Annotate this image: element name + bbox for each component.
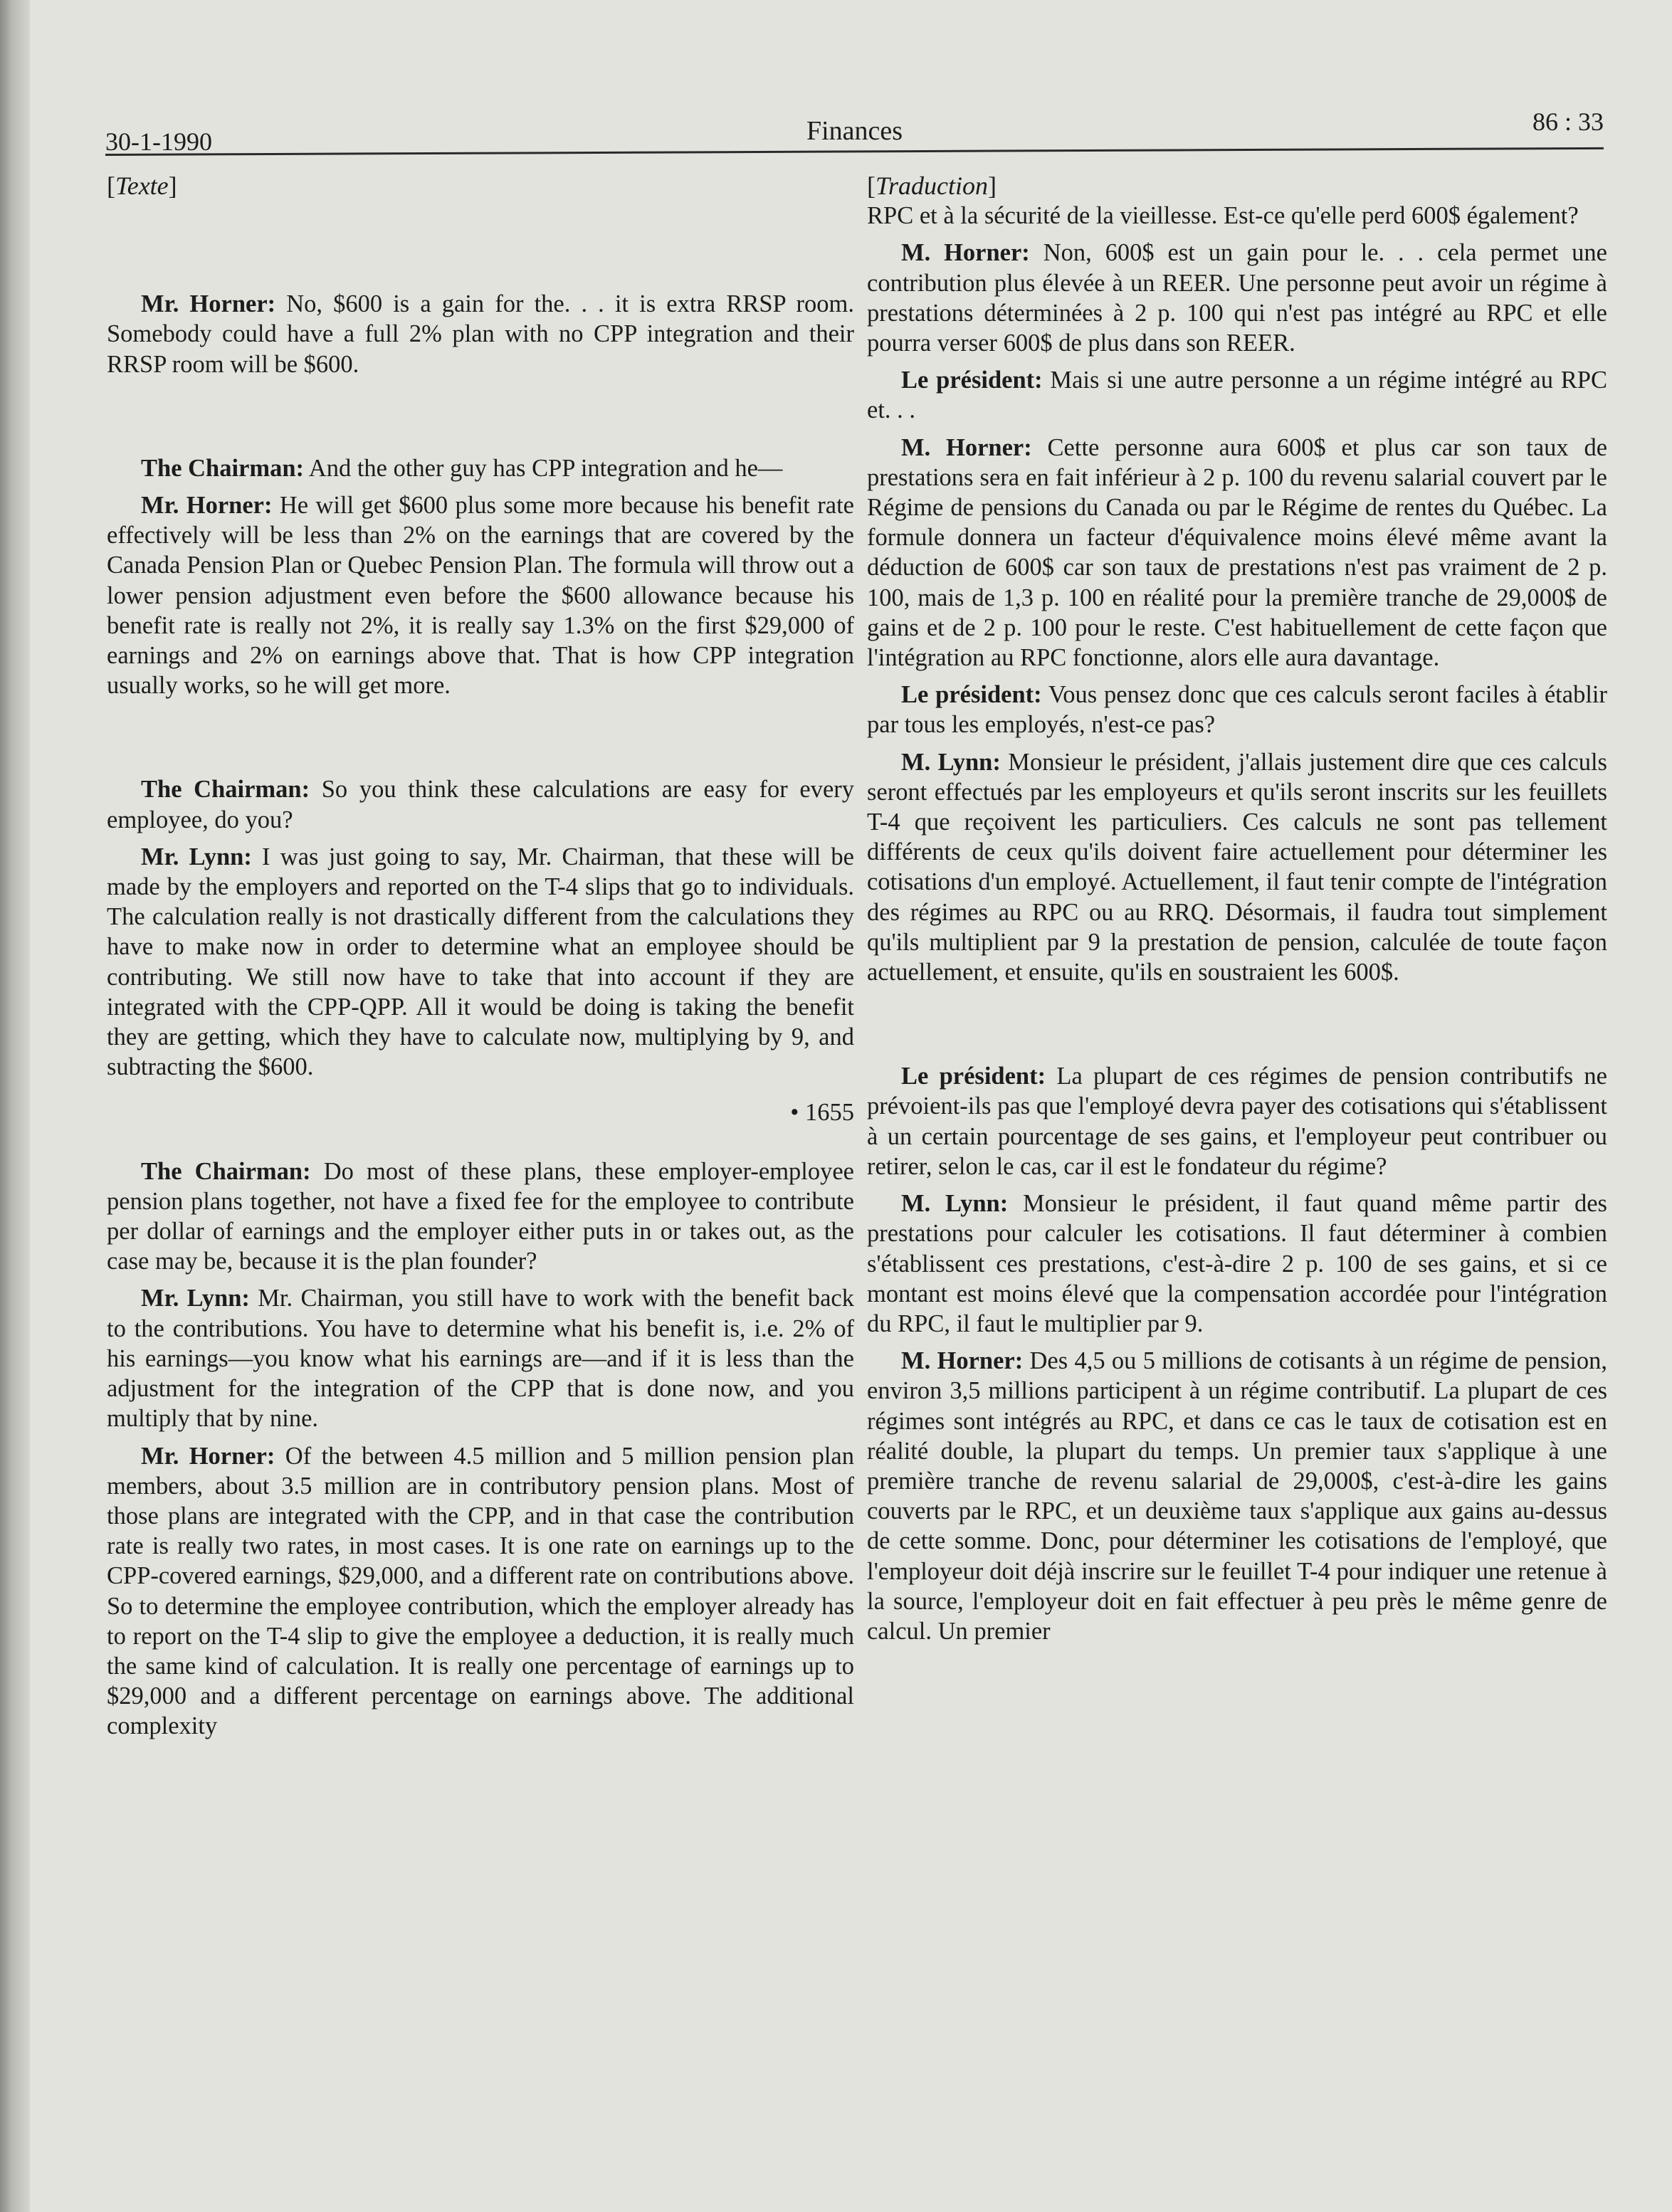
speaker-name: Mr. Horner: (141, 1442, 275, 1470)
speaker-name: Mr. Lynn: (141, 1285, 250, 1312)
speech-text: Non, 600$ est un gain pour le. . . cela permet une contribution plus élevée à un REER. Une personne peut avoir un régime à prestations déterminées à 2 p. 100 qui n'est pas intégré au RPC et elle pourra verser 600$ de plus dans son REER. (867, 239, 1607, 357)
english-paragraph-5 (107, 842, 854, 1083)
speaker-name: Le président: (901, 1063, 1046, 1090)
english-column (107, 171, 854, 1742)
speaker-name: Mr. Horner: (141, 492, 273, 520)
english-paragraph-1 (107, 289, 854, 379)
french-column (867, 171, 1607, 1646)
speech-text: So you think these calculations are easy for every employee, do you? (107, 776, 854, 833)
english-paragraph-4 (107, 774, 854, 834)
speaker-name: The Chairman: (141, 776, 310, 804)
french-paragraph-4 (867, 680, 1607, 739)
speech-text: Mais si une autre personne a un régime intégré au RPC et. . . (867, 367, 1607, 424)
speech-text: He will get $600 plus some more because his benefit rate effectively will be less than 2% on the earnings that are covered by the Canada Pension Plan or Quebec Pension Plan. The formula will throw out a lower pension adjustment even before the $600 allowance because his benefit rate is really not 2%, it is really say 1.3% on the first $29,000 of earnings and 2% on earnings above that. That is how CPP integration usually works, so he will get more. (107, 492, 854, 700)
speaker-name: M. Horner: (901, 239, 1030, 267)
french-paragraph-8 (867, 1346, 1607, 1646)
speech-text: Cette personne aura 600$ et plus car son taux de prestations sera en fait inférieur à 2 p. 100 du revenu salarial couvert par le Régime de pensions du Canada ou par le Régime de rentes du Québec. La formule donnera un facteur d'équivalence moins élevé même avant la déduction de 600$ car son taux de prestations n'est pas vraiment de 2 p. 100, mais de 1,3 p. 100 en réalité pour la première tranche de 29,000$ de gains et de 2 p. 100 pour le reste. C'est habituellement de cette façon que l'intégration au RPC fonctionne, alors elle aura davantage. (867, 433, 1608, 672)
speech-text: Do most of these plans, these employer-employee pension plans together, not have a fixed fee for the employee to contribute per dollar of earnings and the employer either puts in or takes out, as the case may be, because it is the plan founder? (107, 1157, 854, 1275)
speaker-name: The Chairman: (141, 1157, 311, 1185)
english-paragraph-6 (107, 1157, 854, 1277)
speaker-name: M. Lynn: (901, 748, 1001, 776)
french-paragraph-3 (867, 433, 1607, 673)
speech-text: And the other guy has CPP integration and he— (304, 454, 783, 482)
speech-text: Monsieur le président, il faut quand même partir des prestations pour calculer les cotisations. Il faut déterminer à combien s'établissent ces prestations, c'est-à-dire 2 p. 100 de ses gains, et si ce montant est moins élevé que la compensation accordée pour l'intégration du RPC, il faut le multiplier par 9. (867, 1190, 1607, 1337)
speech-text: No, $600 is a gain for the. . . it is extra RRSP room. Somebody could have a full 2% plan with no CPP integration and their RRSP room will be $600. (107, 290, 854, 378)
speaker-name: M. Horner: (901, 1347, 1024, 1375)
speaker-name: Le président: (901, 681, 1042, 709)
speaker-name: The Chairman: (141, 454, 305, 482)
french-paragraph-2 (867, 365, 1607, 425)
speech-text: Mr. Chairman, you still have to work with the benefit back to the contributions. You have to determine what his benefit is, i.e. 2% of his earnings—you know what his earnings are—and if it is less than the adjustment for the integration of the CPP that is done now, and you multiply that by nine. (107, 1285, 854, 1433)
speaker-name: M. Horner: (901, 433, 1032, 461)
french-paragraph-6 (867, 1061, 1607, 1181)
time-mark: • 1655 (790, 1099, 854, 1127)
header-date: 30-1-1990 (105, 127, 212, 156)
english-paragraph-7 (107, 1283, 854, 1433)
speaker-name: Mr. Horner: (141, 290, 276, 318)
english-paragraph-3 (107, 490, 854, 700)
speech-text: Of the between 4.5 million and 5 million pension plan members, about 3.5 million are in contributory pension plans. Most of those plans are integrated with the CPP, and in that case the contribution rate is really two rates, in most cases. It is one rate on earnings up to the CPP-covered earnings, $29,000, and a different rate on contributions above. So to determine the employee contribution, which the employer already has to report on the T-4 slip to give the employee a deduction, it is really much the same kind of calculation. It is really one percentage of earnings up to $29,000 and a different percentage on earnings above. The additional complexity (107, 1442, 854, 1740)
header-title: Finances (806, 116, 903, 146)
speech-text: Des 4,5 ou 5 millions de cotisants à un régime de pension, environ 3,5 millions participent à un régime contributif. La plupart de ces régimes sont intégrés au RPC, et dans ce cas le taux de cotisation est en réalité double, la plupart du temps. Un premier taux s'applique à une première tranche de revenu salarial de 29,000$, c'est-à-dire les gains couverts par le RPC, et un deuxième taux s'applique aux gains au-dessus de cette somme. Donc, pour déterminer les cotisations de l'employé, que l'employeur doit déjà inscrire sur le feuillet T-4 pour indiquer une retenue à la source, l'employeur doit en fait effectuer à peu près le même genre de calcul. Un premier (867, 1347, 1607, 1645)
speaker-name: Le président: (901, 367, 1043, 394)
english-paragraph-8 (107, 1441, 854, 1742)
language-label-english: [Texte] (107, 172, 177, 200)
header-page-number: 86 : 33 (1532, 107, 1604, 136)
speaker-name: M. Lynn: (901, 1190, 1009, 1218)
speech-text: Vous pensez donc que ces calculs seront faciles à établir par tous les employés, n'est-ce pas? (867, 681, 1607, 739)
speech-text: I was just going to say, Mr. Chairman, that these will be made by the employers and reported on the T-4 slips that go to individuals. The calculation really is not drastically different from the calculations they have to make now in order to determine what an employee should be contributing. We still now have to take that into account if they are integrated with the CPP-QPP. All it would be doing is taking the benefit they are getting, which they have to calculate now, multiplying by 9, and subtracting the $600. (107, 843, 854, 1081)
french-continuation: RPC et à la sécurité de la vieillesse. Est-ce qu'elle perd 600$ également? (867, 202, 1579, 230)
speaker-name: Mr. Lynn: (141, 843, 252, 870)
english-paragraph-2 (107, 453, 854, 483)
french-paragraph-5 (867, 747, 1607, 988)
speech-text: Monsieur le président, j'allais justement dire que ces calculs seront effectués par les employeurs et qu'ils seront inscrits sur les feuillets T-4 que reçoivent les particuliers. Ces calculs ne sont pas tellement différents de ceux qu'ils doivent faire actuellement pour déterminer les cotisations d'un employé. Actuellement, il faut tenir compte de l'intégration des régimes au RPC ou au RRQ. Désormais, il faudra tout simplement qu'ils multiplient par 9 la prestation de pension, calculée de toute façon actuellement, et ensuite, qu'ils en soustraient les 600$. (867, 748, 1607, 986)
book-spine-shadow (0, 0, 30, 2212)
speech-text: La plupart de ces régimes de pension contributifs ne prévoient-ils pas que l'employé devra payer des cotisations qui s'établissent à un certain pourcentage de ses gains, et l'employeur peut contribuer ou retirer, selon le cas, car il est le fondateur du régime? (867, 1063, 1607, 1180)
french-paragraph-7 (867, 1189, 1607, 1339)
french-paragraph-1 (867, 238, 1607, 358)
language-label-french: [Traduction] (867, 172, 997, 200)
